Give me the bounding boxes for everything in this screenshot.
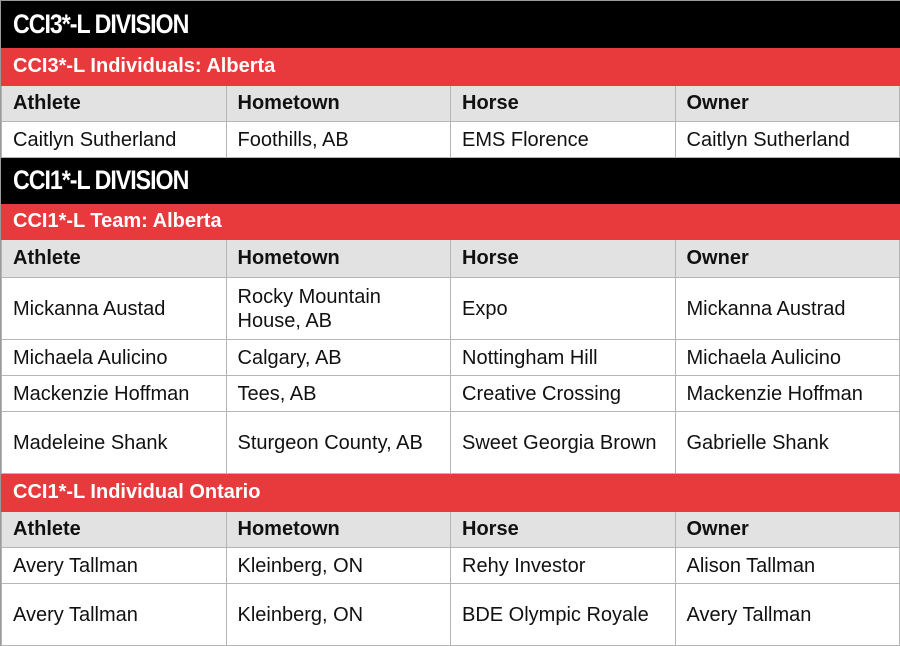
col-header-owner: Owner — [675, 86, 900, 122]
col-header-hometown: Hometown — [226, 512, 451, 548]
column-header-row — [2, 512, 900, 548]
hometown-cell: Foothills, AB — [226, 122, 451, 158]
athlete-cell: Avery Tallman — [2, 548, 227, 584]
athlete-cell: Michaela Aulicino — [2, 340, 227, 376]
table-row — [2, 412, 900, 474]
division-title: CCI3*-L DIVISION — [13, 9, 189, 39]
horse-cell: BDE Olympic Royale — [451, 584, 676, 646]
col-header-horse: Horse — [451, 512, 676, 548]
col-header-athlete: Athlete — [2, 240, 227, 278]
athlete-cell: Caitlyn Sutherland — [2, 122, 227, 158]
hometown-cell: Tees, AB — [226, 376, 451, 412]
owner-cell: Mickanna Austrad — [675, 278, 900, 340]
group-header — [2, 204, 900, 240]
horse-cell: EMS Florence — [451, 122, 676, 158]
table-row — [2, 376, 900, 412]
group-title: CCI1*-L Team: Alberta — [2, 204, 900, 240]
horse-cell: Rehy Investor — [451, 548, 676, 584]
group-header — [2, 474, 900, 512]
owner-cell: Mackenzie Hoffman — [675, 376, 900, 412]
owner-cell: Avery Tallman — [675, 584, 900, 646]
hometown-cell: Rocky Mountain House, AB — [226, 278, 451, 340]
col-header-owner: Owner — [675, 240, 900, 278]
owner-cell: Alison Tallman — [675, 548, 900, 584]
division-header-cci1 — [2, 158, 900, 204]
column-header-row — [2, 86, 900, 122]
athlete-cell: Madeleine Shank — [2, 412, 227, 474]
horse-cell: Nottingham Hill — [451, 340, 676, 376]
owner-cell: Michaela Aulicino — [675, 340, 900, 376]
owner-cell: Gabrielle Shank — [675, 412, 900, 474]
athlete-cell: Mackenzie Hoffman — [2, 376, 227, 412]
table-row — [2, 122, 900, 158]
table-row — [2, 584, 900, 646]
group-title: CCI3*-L Individuals: Alberta — [2, 48, 900, 86]
hometown-cell: Kleinberg, ON — [226, 548, 451, 584]
col-header-athlete: Athlete — [2, 512, 227, 548]
division-header-cci3 — [2, 2, 900, 48]
group-header — [2, 48, 900, 86]
hometown-cell: Sturgeon County, AB — [226, 412, 451, 474]
table-row — [2, 278, 900, 340]
col-header-horse: Horse — [451, 86, 676, 122]
athlete-cell: Mickanna Austad — [2, 278, 227, 340]
table-row — [2, 548, 900, 584]
col-header-hometown: Hometown — [226, 86, 451, 122]
hometown-cell: Kleinberg, ON — [226, 584, 451, 646]
horse-cell: Creative Crossing — [451, 376, 676, 412]
horse-cell: Sweet Georgia Brown — [451, 412, 676, 474]
division-title: CCI1*-L DIVISION — [13, 165, 189, 195]
group-title: CCI1*-L Individual Ontario — [2, 474, 900, 512]
col-header-hometown: Hometown — [226, 240, 451, 278]
col-header-athlete: Athlete — [2, 86, 227, 122]
results-table — [1, 1, 900, 646]
athlete-cell: Avery Tallman — [2, 584, 227, 646]
col-header-horse: Horse — [451, 240, 676, 278]
column-header-row — [2, 240, 900, 278]
horse-cell: Expo — [451, 278, 676, 340]
hometown-cell: Calgary, AB — [226, 340, 451, 376]
col-header-owner: Owner — [675, 512, 900, 548]
table-row — [2, 340, 900, 376]
owner-cell: Caitlyn Sutherland — [675, 122, 900, 158]
